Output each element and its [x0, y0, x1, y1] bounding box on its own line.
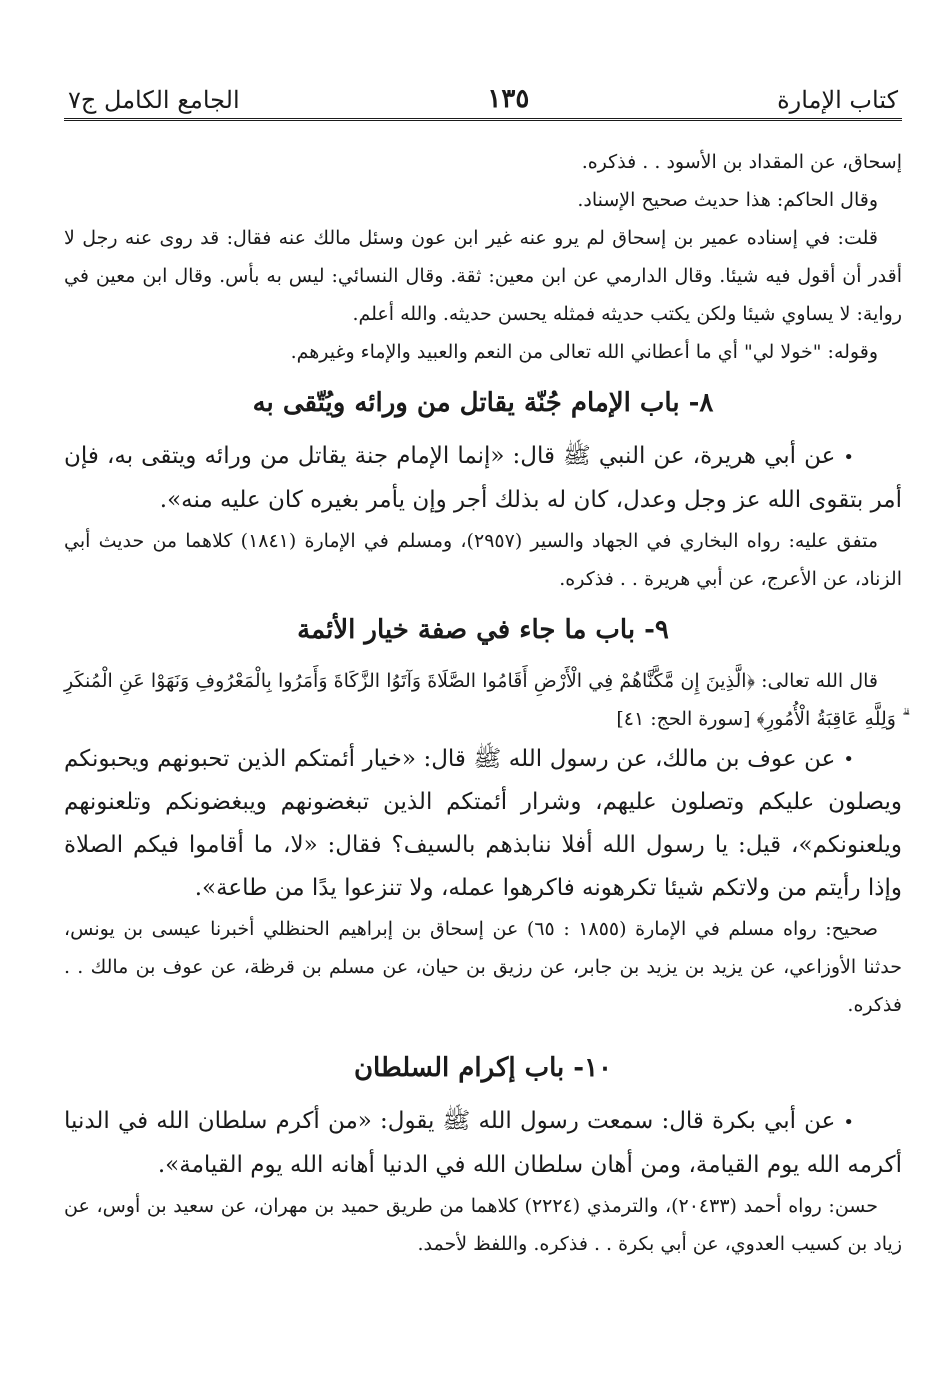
bullet-icon: • — [843, 749, 854, 770]
hadith-paragraph — [64, 1100, 902, 1187]
header-rule — [64, 118, 902, 123]
hadith-paragraph — [64, 738, 902, 911]
book-title: كتاب الإمارة — [777, 86, 898, 114]
hakim-comment: وقال الحاكم: هذا حديث صحيح الإسناد. — [577, 189, 878, 211]
hadith-text: عن أبي بكرة قال: سمعت رسول الله ﷺ يقول: «من أكرم سلطان الله في الدنيا أكرمه الله يوم القيامة، ومن أهان سلطان الله في الدنيا أهانه الله يوم القيامة». — [64, 1108, 902, 1178]
takhrij-paragraph: متفق عليه: رواه البخاري في الجهاد والسير (٢٩٥٧)، ومسلم في الإمارة (١٨٤١) كلاهما من حديث أبي الزناد، عن الأعرج، عن أبي هريرة . . فذكره. — [64, 529, 902, 590]
hadith-paragraph — [64, 435, 902, 522]
page-number: ١٣٥ — [487, 84, 530, 114]
bullet-icon: • — [843, 1111, 854, 1133]
takhrij-paragraph: صحيح: رواه مسلم في الإمارة (١٨٥٥ : ٦٥) عن إسحاق بن إبراهيم الحنظلي أخبرنا عيسى بن يونس، حدثنا الأوزاعي، عن يزيد بن يزيد بن جابر، عن رزيق بن حيان، عن مسلم بن قرظة، عن عوف بن مالك . . فذكره. — [64, 918, 902, 1016]
book-page — [64, 58, 902, 1263]
bullet-icon: • — [843, 446, 854, 468]
word-explanation: وقوله: "خولا لي" أي ما أعطاني الله تعالى من النعم والعبيد والإماء وغيرهم. — [290, 341, 878, 363]
continuation-paragraph: إسحاق، عن المقداد بن الأسود . . فذكره. — [581, 151, 902, 173]
running-header — [64, 58, 902, 114]
chapter-9-heading: ٩- باب ما جاء في صفة خيار الأئمة — [297, 614, 669, 645]
hadith-text: عن أبي هريرة، عن النبي ﷺ قال: «إنما الإمام جنة يقاتل من ورائه ويتقى به، فإن أمر بتقوى الله عز وجل وعدل، كان له بذلك أجر وإن يأمر بغيره كان عليه منه». — [64, 443, 902, 513]
chapter-10-heading: ١٠- باب إكرام السلطان — [353, 1053, 613, 1083]
takhrij-paragraph: حسن: رواه أحمد (٢٠٤٣٣)، والترمذي (٢٢٢٤) كلاهما من طريق حميد بن مهران، عن سعيد بن أوس، عن زياد بن كسيب العدوي، عن أبي بكرة . . فذكره. واللفظ لأحمد. — [64, 1194, 902, 1255]
quran-verse-paragraph: قال الله تعالى: ﴿الَّذِينَ إِن مَّكَّنَّاهُمْ فِي الْأَرْضِ أَقَامُوا الصَّلَاةَ وَآتَوُا الزَّكَاةَ وَأَمَرُوا بِالْمَعْرُوفِ وَنَهَوْا عَنِ الْمُنكَرِ ۗ وَلِلَّهِ عَاقِبَةُ الْأُمُورِ﴾ [سورة الحج: ٤١] — [64, 669, 902, 730]
author-comment: قلت: في إسناده عمير بن إسحاق لم يرو عنه غير ابن عون وسئل مالك عنه فقال: قد روى عنه رجل لا أقدر أن أقول فيه شيئا. وقال الدارمي عن ابن معين: ثقة. وقال النسائي: ليس به بأس. وقال ابن معين في رواية: لا يساوي شيئا ولكن يكتب حديثه فمثله يحسن حديثه. والله أعلم. — [64, 227, 902, 325]
collection-title: الجامع الكامل ج٧ — [68, 86, 240, 114]
hadith-text: عن عوف بن مالك، عن رسول الله ﷺ قال: «خيار أئمتكم الذين تحبونهم ويحبونكم ويصلون عليكم وتصلون عليهم، وشرار أئمتكم الذين تبغضونهم ويبغضونكم وتلعنونهم ويلعنونكم»، قيل: يا رسول الله أفلا ننابذهم بالسيف؟ فقال: «لا، ما أقاموا فيكم الصلاة وإذا رأيتم من ولاتكم شيئا تكرهونه فاكرهوا عمله، ولا تنزعوا يدًا من طاعة». — [64, 745, 902, 901]
chapter-8-heading: ٨- باب الإمام جُنّة يقاتل من ورائه ويُتّقى به — [252, 388, 714, 418]
